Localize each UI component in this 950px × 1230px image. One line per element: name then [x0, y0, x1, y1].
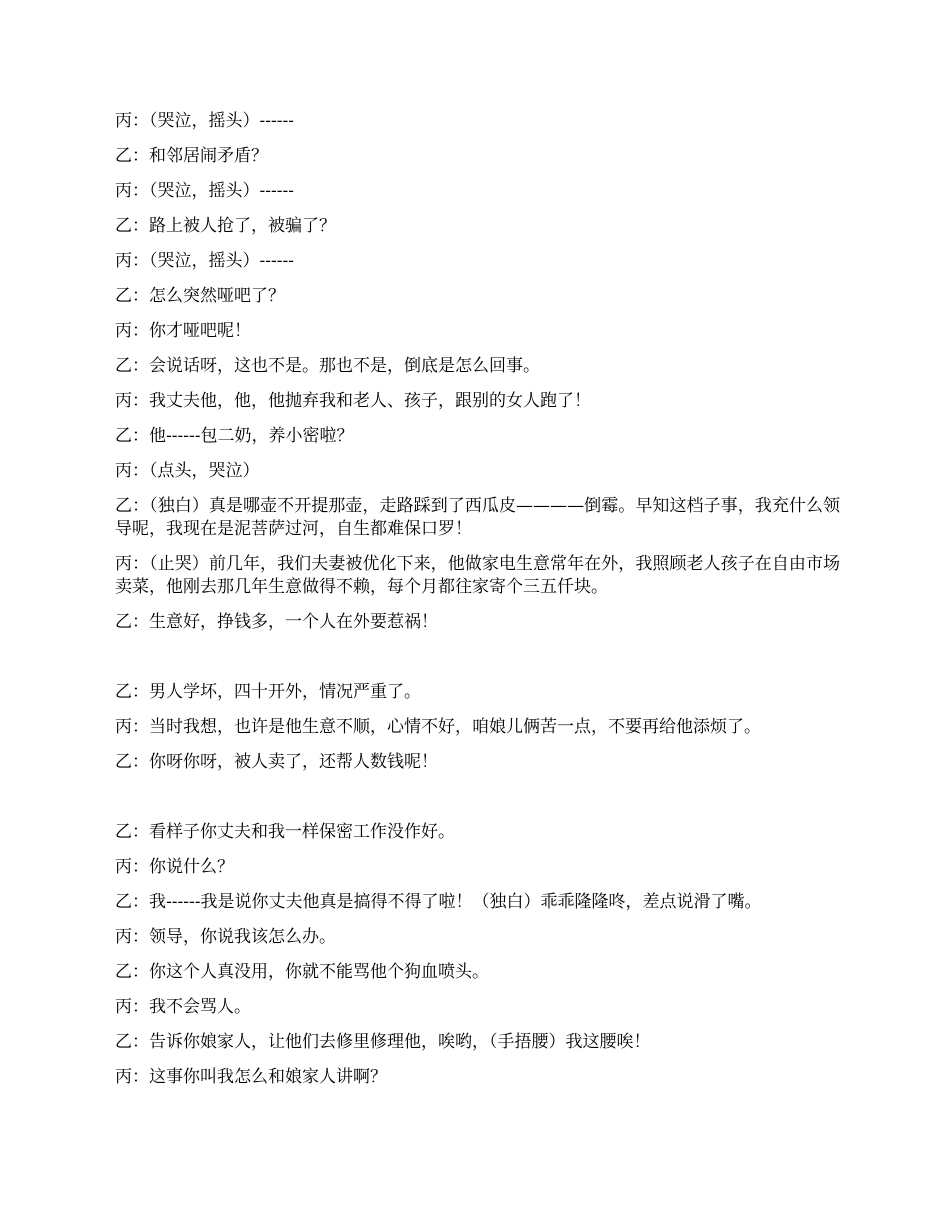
speaker-colon: ： — [132, 554, 150, 574]
speaker-label: 乙 — [115, 1032, 132, 1052]
speaker-label: 丙 — [115, 857, 132, 877]
speaker-label: 丙 — [115, 181, 132, 201]
speaker-colon: ： — [132, 251, 149, 271]
dialogue-text: 你呀你呀，被人卖了，还帮人数钱呢！ — [149, 752, 438, 772]
speaker-colon: ： — [132, 682, 149, 702]
speaker-label: 乙 — [115, 356, 132, 376]
speaker-colon: ： — [132, 321, 149, 341]
dialogue-line — [115, 891, 840, 914]
speaker-label: 丙 — [115, 554, 133, 574]
speaker-colon: ： — [132, 496, 150, 516]
dialogue-text: （点头，哭泣） — [149, 461, 260, 481]
dialogue-text: 领导，你说我该怎么办。 — [149, 927, 336, 947]
speaker-label: 乙 — [115, 612, 132, 632]
dialogue-text: 我------我是说你丈夫他真是搞得不得了啦！（独白）乖乖隆隆咚，差点说滑了嘴。 — [149, 892, 762, 912]
dialogue-text: 生意好，挣钱多，一个人在外要惹祸！ — [149, 612, 438, 632]
speaker-colon: ： — [132, 717, 149, 737]
dialogue-text: 告诉你娘家人，让他们去修里修理他，唉哟，（手捂腰）我这腰唉！ — [149, 1032, 651, 1052]
speaker-colon: ： — [132, 356, 149, 376]
dialogue-text: 路上被人抢了，被骗了？ — [149, 216, 336, 236]
speaker-colon: ： — [132, 962, 149, 982]
dialogue-line — [115, 553, 840, 599]
dialogue-line — [115, 1031, 840, 1054]
dialogue-text: 男人学坏，四十开外，情况严重了。 — [149, 682, 421, 702]
speaker-colon: ： — [132, 857, 149, 877]
dialogue-line — [115, 285, 840, 308]
speaker-colon: ： — [132, 146, 149, 166]
dialogue-line — [115, 821, 840, 844]
speaker-label: 乙 — [115, 496, 133, 516]
speaker-colon: ： — [132, 391, 149, 411]
speaker-colon: ： — [132, 1032, 149, 1052]
dialogue-line — [115, 926, 840, 949]
speaker-label: 丙 — [115, 717, 132, 737]
speaker-colon: ： — [132, 927, 149, 947]
dialogue-line — [115, 495, 840, 541]
dialogue-line — [115, 716, 840, 739]
dialogue-text: 你说什么？ — [149, 857, 234, 877]
dialogue-text: （哭泣，摇头）------ — [149, 181, 294, 201]
speaker-colon: ： — [132, 612, 149, 632]
speaker-label: 乙 — [115, 216, 132, 236]
dialogue-line — [115, 355, 840, 378]
speaker-label: 乙 — [115, 822, 132, 842]
dialogue-text: 我不会骂人。 — [149, 997, 251, 1017]
speaker-label: 乙 — [115, 146, 132, 166]
dialogue-text: 你这个人真没用，你就不能骂他个狗血喷头。 — [149, 962, 489, 982]
speaker-colon: ： — [132, 822, 149, 842]
speaker-colon: ： — [132, 111, 149, 131]
dialogue-text: 怎么突然哑吧了？ — [149, 286, 285, 306]
dialogue-text: 他------包二奶，养小密啦？ — [149, 426, 354, 446]
dialogue-line — [115, 425, 840, 448]
speaker-label: 乙 — [115, 286, 132, 306]
dialogue-line — [115, 961, 840, 984]
speaker-label: 丙 — [115, 321, 132, 341]
paragraph-gap — [115, 786, 840, 821]
dialogue-text: 我丈夫他，他，他抛弃我和老人、孩子，跟别的女人跑了！ — [149, 391, 591, 411]
dialogue-line — [115, 611, 840, 634]
speaker-label: 丙 — [115, 111, 132, 131]
speaker-label: 丙 — [115, 391, 132, 411]
dialogue-text: （哭泣，摇头）------ — [149, 111, 294, 131]
speaker-colon: ： — [132, 1067, 149, 1087]
dialogue-text: 会说话呀，这也不是。那也不是，倒底是怎么回事。 — [149, 356, 540, 376]
speaker-colon: ： — [132, 181, 149, 201]
dialogue-line — [115, 751, 840, 774]
speaker-label: 丙 — [115, 461, 132, 481]
speaker-colon: ： — [132, 216, 149, 236]
dialogue-text: 你才哑吧呢！ — [149, 321, 251, 341]
speaker-colon: ： — [132, 286, 149, 306]
speaker-colon: ： — [132, 752, 149, 772]
dialogue-line — [115, 856, 840, 879]
speaker-colon: ： — [132, 461, 149, 481]
dialogue-line — [115, 1066, 840, 1089]
speaker-label: 丙 — [115, 997, 132, 1017]
speaker-colon: ： — [132, 892, 149, 912]
speaker-colon: ： — [132, 426, 149, 446]
dialogue-text: 当时我想，也许是他生意不顺，心情不好，咱娘儿俩苦一点，不要再给他添烦了。 — [149, 717, 761, 737]
dialogue-line — [115, 681, 840, 704]
dialogue-line — [115, 996, 840, 1019]
speaker-label: 乙 — [115, 682, 132, 702]
speaker-label: 乙 — [115, 962, 132, 982]
speaker-label: 丙 — [115, 927, 132, 947]
speaker-label: 丙 — [115, 1067, 132, 1087]
dialogue-line — [115, 110, 840, 133]
speaker-label: 乙 — [115, 752, 132, 772]
dialogue-line — [115, 460, 840, 483]
speaker-label: 乙 — [115, 426, 132, 446]
speaker-colon: ： — [132, 997, 149, 1017]
dialogue-line — [115, 180, 840, 203]
dialogue-text: （独白）真是哪壶不开提那壶，走路踩到了西瓜皮————倒霉。早知这档子事，我充什么领导呢，我现在是泥菩萨过河，自生都难保口罗！ — [115, 496, 841, 539]
speaker-label: 乙 — [115, 892, 132, 912]
dialogue-text: （止哭）前几年，我们夫妻被优化下来，他做家电生意常年在外，我照顾老人孩子在自由市场卖菜，他刚去那几年生意做得不赖，每个月都往家寄个三五仟块。 — [115, 554, 841, 597]
dialogue-line — [115, 145, 840, 168]
dialogue-script — [115, 110, 840, 1101]
dialogue-text: 看样子你丈夫和我一样保密工作没作好。 — [149, 822, 455, 842]
dialogue-line — [115, 390, 840, 413]
paragraph-gap — [115, 646, 840, 681]
speaker-label: 丙 — [115, 251, 132, 271]
dialogue-line — [115, 320, 840, 343]
dialogue-line — [115, 250, 840, 273]
dialogue-line — [115, 215, 840, 238]
dialogue-text: （哭泣，摇头）------ — [149, 251, 294, 271]
dialogue-text: 和邻居闹矛盾？ — [149, 146, 268, 166]
dialogue-text: 这事你叫我怎么和娘家人讲啊？ — [149, 1067, 387, 1087]
